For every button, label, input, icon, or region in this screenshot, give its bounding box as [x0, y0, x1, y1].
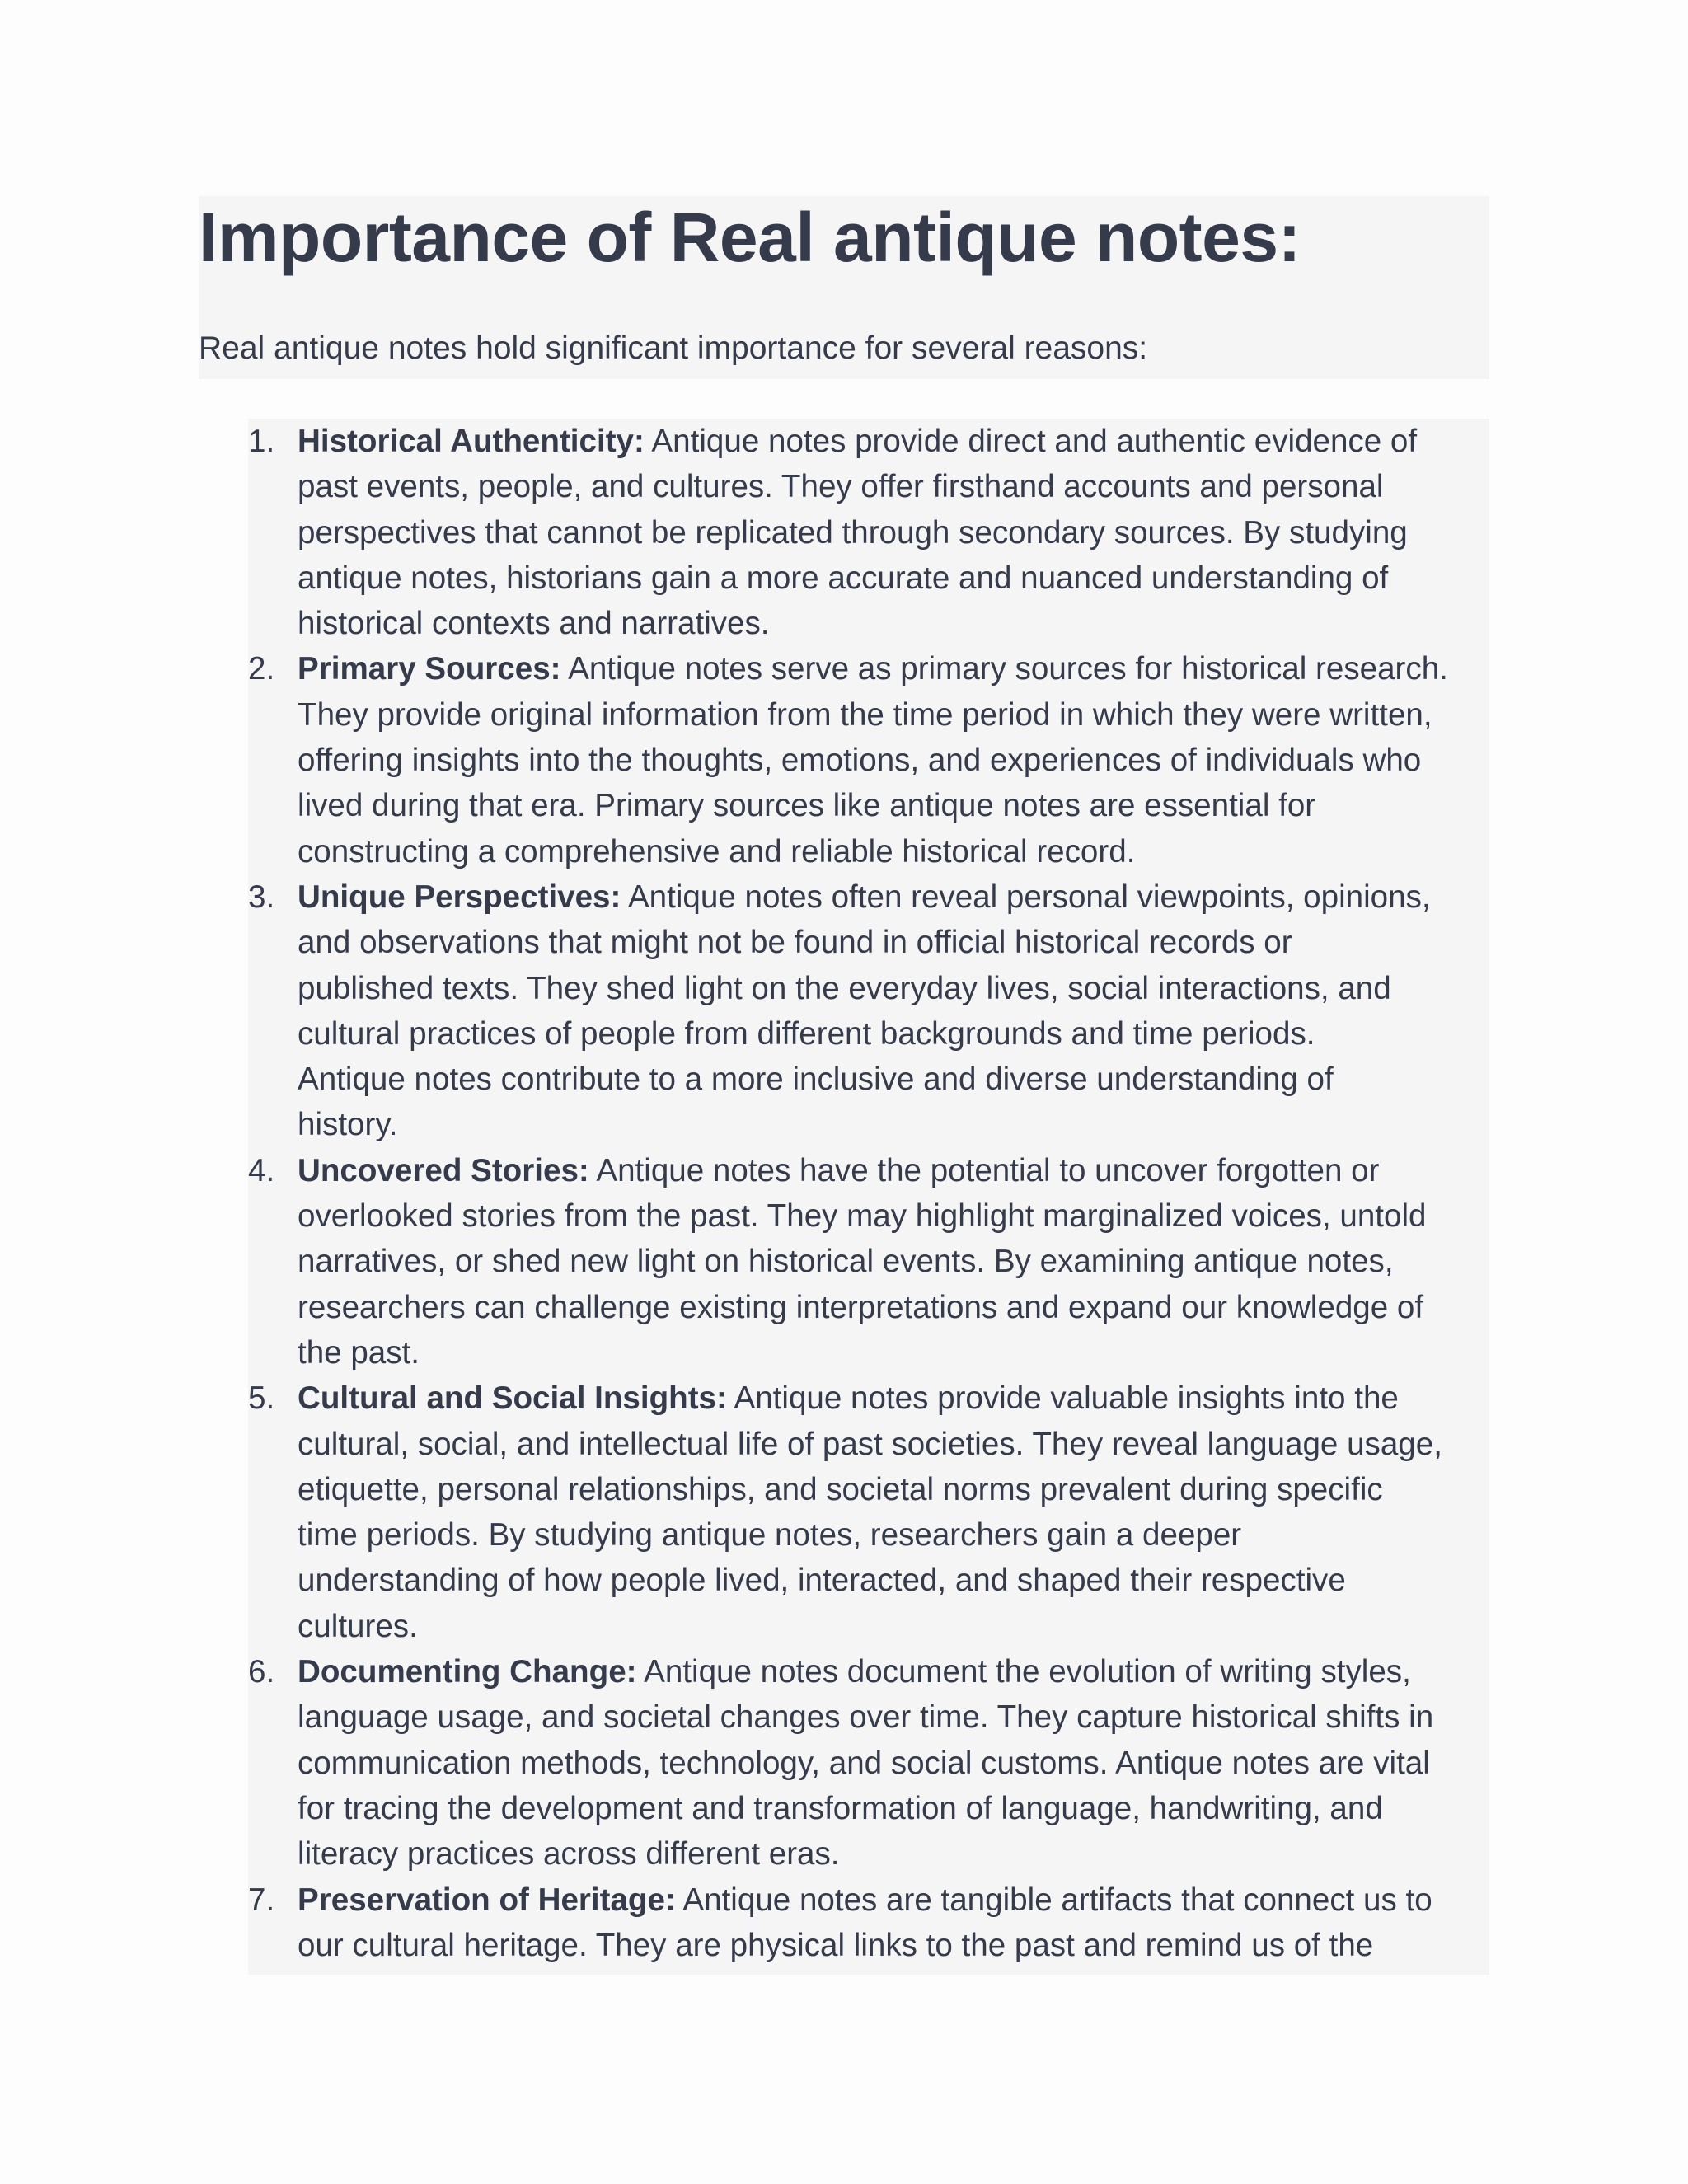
list-item-number: 5. — [248, 1380, 275, 1417]
list-item-line — [298, 1422, 1489, 1467]
list-item-text: literacy practices across different eras. — [298, 1836, 840, 1872]
list-item-text: cultural, social, and intellectual life of past societies. They reveal language usage, — [298, 1426, 1442, 1462]
list-item-text: cultures. — [298, 1608, 418, 1644]
list-item-term: Preservation of Heritage: — [298, 1882, 676, 1918]
list-item-line — [298, 601, 1489, 646]
list-item-line — [298, 555, 1489, 601]
list-item-number: 7. — [248, 1882, 275, 1918]
list-item-line — [298, 1604, 1489, 1649]
list-item-line — [298, 1285, 1489, 1330]
list-item-line — [298, 1057, 1489, 1102]
list-item-line — [298, 874, 1489, 920]
list-item-text: understanding of how people lived, interacted, and shaped their respective — [298, 1563, 1346, 1599]
list-item-line — [298, 646, 1489, 691]
list-item-text: and observations that might not be found in official historical records or — [298, 925, 1292, 961]
list-item-line — [298, 1330, 1489, 1376]
list-item-line — [298, 920, 1489, 965]
list-item-text: Antique notes contribute to a more inclusive and diverse understanding of — [298, 1062, 1334, 1098]
list-item-text: our cultural heritage. They are physical links to the past and remind us of the — [298, 1927, 1374, 1963]
list-item-text: overlooked stories from the past. They may highlight marginalized voices, untold — [298, 1198, 1427, 1235]
list-item-line — [298, 510, 1489, 555]
list-item-text: history. — [298, 1107, 398, 1143]
list-item-line — [298, 1558, 1489, 1603]
list-item-text: Antique notes provide valuable insights into the — [726, 1380, 1399, 1417]
list-item-text: perspectives that cannot be replicated through secondary sources. By studying — [298, 514, 1408, 551]
list-item-line — [298, 1467, 1489, 1512]
list-item-term: Historical Authenticity: — [298, 424, 645, 459]
list-item — [248, 1649, 1489, 1877]
list-item-line — [298, 1193, 1489, 1239]
list-item — [248, 1877, 1489, 1969]
list-item-text: Antique notes often reveal personal viewpoints, opinions, — [621, 879, 1431, 915]
list-item-text: for tracing the development and transformation of language, handwriting, and — [298, 1790, 1383, 1826]
list-item-line — [298, 1239, 1489, 1284]
list-item-text: lived during that era. Primary sources like antique notes are essential for — [298, 788, 1316, 824]
list-item-text: the past. — [298, 1334, 420, 1371]
list-item-term: Documenting Change: — [298, 1654, 637, 1690]
list-item-number: 2. — [248, 651, 275, 687]
list-item — [248, 1148, 1489, 1376]
list-item-number: 6. — [248, 1654, 275, 1690]
list-item-text: time periods. By studying antique notes, researchers gain a deeper — [298, 1517, 1242, 1554]
list-item — [248, 646, 1489, 874]
list-item-line — [298, 1512, 1489, 1558]
list-item-line — [298, 829, 1489, 874]
list-item-text: language usage, and societal changes over time. They capture historical shifts in — [298, 1699, 1434, 1736]
header-section — [199, 196, 1489, 379]
list-item-line — [298, 692, 1489, 738]
list-item-text: communication methods, technology, and social customs. Antique notes are vital — [298, 1745, 1430, 1781]
list-item-text: Antique notes are tangible artifacts that connect us to — [675, 1882, 1432, 1918]
list-item-text: published texts. They shed light on the everyday lives, social interactions, and — [298, 970, 1391, 1006]
list-item — [248, 1376, 1489, 1649]
list-item-text: Antique notes serve as primary sources for historical research. — [560, 651, 1448, 687]
list-item-text: Antique notes have the potential to uncover forgotten or — [588, 1152, 1380, 1188]
list-item-line — [298, 1741, 1489, 1786]
list-item — [248, 419, 1489, 646]
list-item-line — [298, 783, 1489, 828]
list-item-line — [298, 966, 1489, 1011]
list-item-term: Cultural and Social Insights: — [298, 1380, 727, 1417]
page-title: Importance of Real antique notes: — [199, 199, 1301, 276]
list-item-text: Antique notes document the evolution of writing styles, — [636, 1654, 1411, 1690]
list-item-line — [298, 1649, 1489, 1694]
list-item-line — [298, 1011, 1489, 1057]
list-item-number: 1. — [248, 424, 275, 459]
reasons-list — [248, 419, 1489, 1968]
list-item-text: historical contexts and narratives. — [298, 606, 770, 642]
list-item-number: 4. — [248, 1152, 275, 1188]
list-item-line — [298, 1831, 1489, 1877]
list-item-line — [298, 1376, 1489, 1421]
list-item-term: Unique Perspectives: — [298, 879, 621, 915]
list-item-text: past events, people, and cultures. They offer firsthand accounts and personal — [298, 469, 1384, 505]
intro-paragraph: Real antique notes hold significant importance for several reasons: — [199, 330, 1148, 366]
list-item-line — [298, 1148, 1489, 1193]
list-item-text: cultural practices of people from different backgrounds and time periods. — [298, 1015, 1315, 1052]
list-item-line — [298, 419, 1489, 464]
list-item-line — [298, 738, 1489, 783]
list-item-text: Antique notes provide direct and authentic evidence of — [644, 424, 1418, 459]
list-item-text: offering insights into the thoughts, emotions, and experiences of individuals who — [298, 743, 1422, 779]
list-item-text: researchers can challenge existing interpretations and expand our knowledge of — [298, 1289, 1424, 1325]
list-item-text: narratives, or shed new light on historical events. By examining antique notes, — [298, 1244, 1394, 1280]
list-item-term: Primary Sources: — [298, 651, 561, 687]
list-item-number: 3. — [248, 879, 275, 915]
list-item-text: antique notes, historians gain a more accurate and nuanced understanding of — [298, 560, 1389, 596]
list-item-text: constructing a comprehensive and reliable historical record. — [298, 833, 1136, 869]
list-item-line — [298, 1102, 1489, 1147]
list-item-line — [298, 1694, 1489, 1740]
list-item-line — [298, 464, 1489, 509]
list-item-line — [298, 1877, 1489, 1923]
list-item-term: Uncovered Stories: — [298, 1152, 589, 1188]
list-item-line — [298, 1786, 1489, 1831]
list-item-line — [298, 1923, 1489, 1968]
list-item — [248, 874, 1489, 1148]
list-item-text: They provide original information from the time period in which they were written, — [298, 696, 1432, 733]
reasons-section — [248, 419, 1489, 1975]
list-item-text: etiquette, personal relationships, and societal norms prevalent during specific — [298, 1471, 1383, 1507]
